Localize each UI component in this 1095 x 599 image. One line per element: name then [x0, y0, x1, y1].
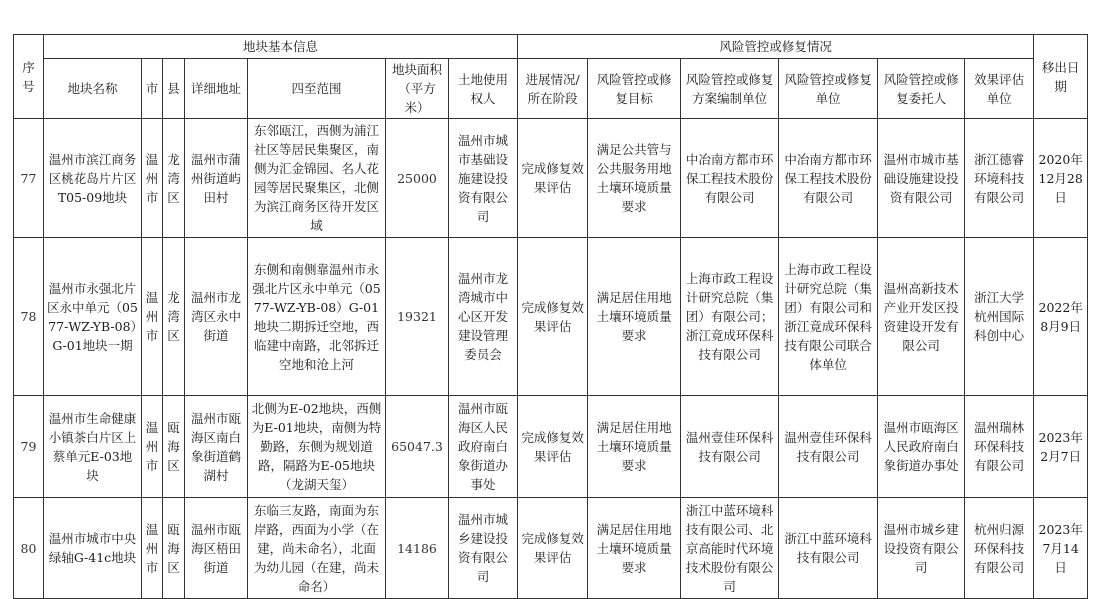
header-area: 地块面积（平方米） [386, 59, 449, 119]
cell-address: 温州市瓯海区梧田街道 [185, 498, 248, 599]
cell-repair-unit: 温州壹佳环保科技有限公司 [779, 396, 878, 498]
cell-progress: 完成修复效果评估 [518, 396, 588, 498]
header-client: 风险管控或修复委托人 [878, 59, 965, 119]
header-row-1 [14, 35, 1088, 59]
cell-name: 温州市滨江商务区桃花岛片片区T05-09地块 [44, 119, 142, 238]
cell-county: 瓯海区 [163, 396, 185, 498]
header-address: 详细地址 [185, 59, 248, 119]
table-row [14, 498, 1088, 599]
header-eval-unit: 效果评估单位 [965, 59, 1034, 119]
cell-eval-unit: 温州瑞林环保科技有限公司 [965, 396, 1034, 498]
table-row [14, 396, 1088, 498]
header-repair-unit: 风险管控或修复单位 [779, 59, 878, 119]
cell-seq: 78 [14, 238, 44, 396]
cell-address: 温州市龙湾区永中街道 [185, 238, 248, 396]
cell-repair-unit: 上海市政工程设计研究总院（集团）有限公司和浙江竟成环保科技有限公司联合体单位 [779, 238, 878, 396]
cell-name: 温州市生命健康小镇茶白片区上蔡单元E-03地块 [44, 396, 142, 498]
cell-city: 温州市 [142, 119, 163, 238]
cell-county: 龙湾区 [163, 119, 185, 238]
header-county: 县 [163, 59, 185, 119]
cell-area: 25000 [386, 119, 449, 238]
cell-goal: 满足居住用地土壤环境质量要求 [588, 498, 681, 599]
cell-date: 2022年8月9日 [1034, 238, 1088, 396]
cell-date: 2023年7月14日 [1034, 498, 1088, 599]
cell-bounds: 北侧为E-02地块，西侧为E-01地块，南侧为特勤路，东侧为规划道路，隔路为E-05地块（龙湖天玺） [248, 396, 386, 498]
cell-bounds: 东邻瓯江，西侧为浦江社区等居民集聚区，南侧为汇金锦园、名人花园等居民聚集区，北侧为滨江商务区待开发区域 [248, 119, 386, 238]
cell-county: 瓯海区 [163, 498, 185, 599]
cell-client: 温州市城市基础设施建设投资有限公司 [878, 119, 965, 238]
cell-progress: 完成修复效果评估 [518, 119, 588, 238]
header-city: 市 [142, 59, 163, 119]
cell-bounds: 东侧和南侧靠温州市永强北片区永中单元（0577-WZ-YB-08）G-01地块二期拆迁空地，西临建中南路，北邻拆迁空地和沧上河 [248, 238, 386, 396]
cell-city: 温州市 [142, 498, 163, 599]
header-move-date: 移出日期 [1034, 35, 1088, 119]
header-row-2 [14, 59, 1088, 119]
cell-name: 温州市永强北片区永中单元（0577-WZ-YB-08）G-01地块一期 [44, 238, 142, 396]
cell-land-user: 温州市城乡建设投资有限公司 [449, 498, 518, 599]
header-bounds: 四至范围 [248, 59, 386, 119]
cell-city: 温州市 [142, 238, 163, 396]
cell-area: 65047.3 [386, 396, 449, 498]
cell-seq: 79 [14, 396, 44, 498]
cell-name: 温州市城市中央绿轴G-41c地块 [44, 498, 142, 599]
cell-eval-unit: 浙江大学杭州国际科创中心 [965, 238, 1034, 396]
cell-client: 温州高新技术产业开发区投资建设开发有限公司 [878, 238, 965, 396]
cell-goal: 满足居住用地土壤环境质量要求 [588, 396, 681, 498]
header-goal: 风险管控或修复目标 [588, 59, 681, 119]
header-progress: 进展情况/所在阶段 [518, 59, 588, 119]
cell-plan-unit: 温州壹佳环保科技有限公司 [681, 396, 779, 498]
header-group-basic: 地块基本信息 [44, 35, 518, 59]
cell-plan-unit: 中冶南方都市环保工程技术股份有限公司 [681, 119, 779, 238]
cell-goal: 满足居住用地土壤环境质量要求 [588, 238, 681, 396]
header-group-risk: 风险管控或修复情况 [518, 35, 1034, 59]
cell-eval-unit: 杭州归源环保科技有限公司 [965, 498, 1034, 599]
cell-seq: 77 [14, 119, 44, 238]
cell-land-user: 温州市瓯海区人民政府南白象街道办事处 [449, 396, 518, 498]
cell-city: 温州市 [142, 396, 163, 498]
header-plan-unit: 风险管控或修复方案编制单位 [681, 59, 779, 119]
cell-goal: 满足公共管与公共服务用地土壤环境质量要求 [588, 119, 681, 238]
cell-progress: 完成修复效果评估 [518, 238, 588, 396]
cell-land-user: 温州市龙湾城市中心区开发建设管理委员会 [449, 238, 518, 396]
cell-plan-unit: 浙江中蓝环境科技有限公司、北京高能时代环境技术股份有限公司 [681, 498, 779, 599]
site-list-table [13, 34, 1088, 599]
cell-area: 19321 [386, 238, 449, 396]
cell-date: 2020年12月28日 [1034, 119, 1088, 238]
table-row [14, 238, 1088, 396]
table-row [14, 119, 1088, 238]
cell-client: 温州市城乡建设投资有限公司 [878, 498, 965, 599]
cell-eval-unit: 浙江德睿环境科技有限公司 [965, 119, 1034, 238]
header-name: 地块名称 [44, 59, 142, 119]
cell-address: 温州市蒲州街道屿田村 [185, 119, 248, 238]
header-land-user: 土地使用权人 [449, 59, 518, 119]
cell-county: 龙湾区 [163, 238, 185, 396]
cell-progress: 完成修复效果评估 [518, 498, 588, 599]
cell-address: 温州市瓯海区南白象街道鹤湖村 [185, 396, 248, 498]
cell-client: 温州市瓯海区人民政府南白象街道办事处 [878, 396, 965, 498]
cell-area: 14186 [386, 498, 449, 599]
cell-seq: 80 [14, 498, 44, 599]
cell-repair-unit: 浙江中蓝环境科技有限公司 [779, 498, 878, 599]
cell-repair-unit: 中冶南方都市环保工程技术股份有限公司 [779, 119, 878, 238]
cell-plan-unit: 上海市政工程设计研究总院（集团）有限公司；浙江竟成环保科技有限公司 [681, 238, 779, 396]
cell-date: 2023年2月7日 [1034, 396, 1088, 498]
cell-land-user: 温州市城市基础设施建设投资有限公司 [449, 119, 518, 238]
header-seq: 序号 [14, 35, 44, 119]
cell-bounds: 东临三友路，南面为东岸路，西面为小学（在建，尚未命名），北面为幼儿园（在建，尚未命名） [248, 498, 386, 599]
